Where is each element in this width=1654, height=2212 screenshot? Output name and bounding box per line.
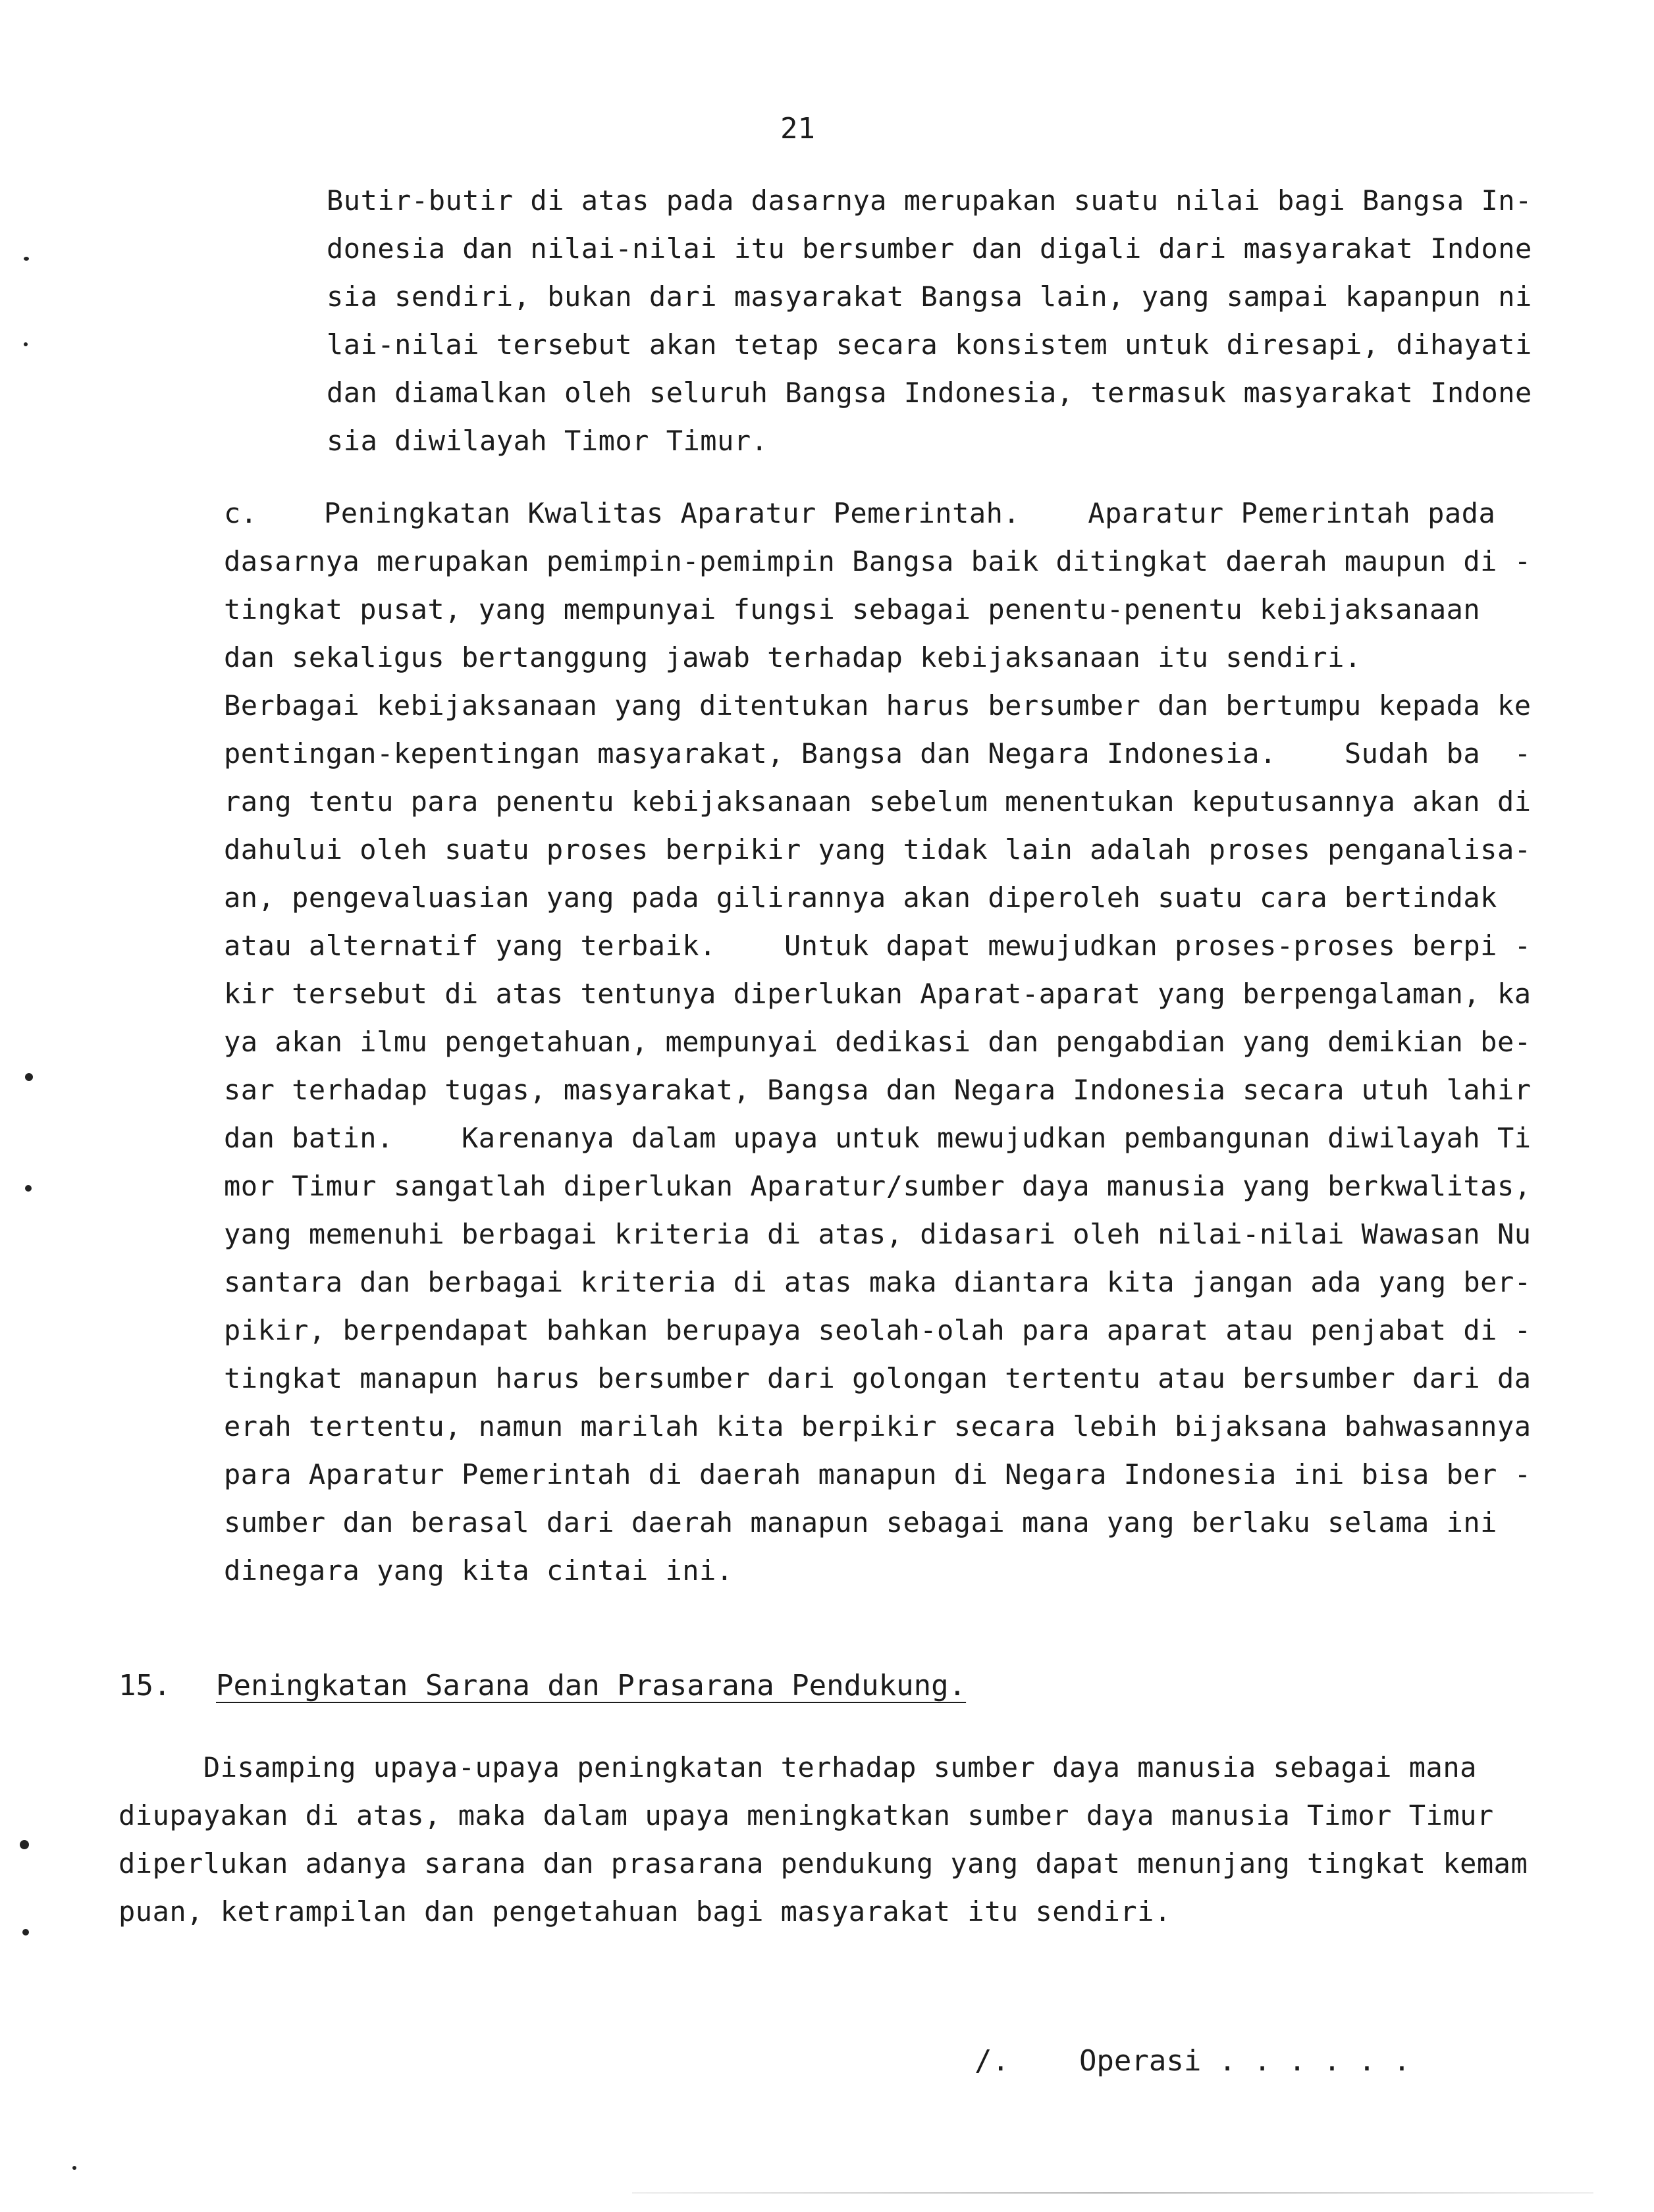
paragraph-line: puan, ketrampilan dan pengetahuan bagi masyarakat itu sendiri. xyxy=(119,1895,1171,1928)
scan-speck xyxy=(24,342,28,346)
paragraph-line: santara dan berbagai kriteria di atas maka diantara kita jangan ada yang ber- xyxy=(224,1266,1532,1298)
paragraph-line: dahului oleh suatu proses berpikir yang tidak lain adalah proses penganalisa- xyxy=(224,833,1532,866)
scan-speck xyxy=(22,1929,29,1936)
paragraph-line: Peningkatan Kwalitas Aparatur Pemerintah. Aparatur Pemerintah pada xyxy=(324,497,1496,529)
paragraph-line: an, pengevaluasian yang pada gilirannya akan diperoleh suatu cara bertindak xyxy=(224,882,1497,914)
scan-edge-line xyxy=(632,2192,1593,2194)
paragraph-line: dan batin. Karenanya dalam upaya untuk mewujudkan pembangunan diwilayah Ti xyxy=(224,1122,1532,1154)
paragraph-line: diupayakan di atas, maka dalam upaya meningkatkan sumber daya manusia Timor Timur xyxy=(119,1799,1494,1831)
paragraph-line: tingkat pusat, yang mempunyai fungsi sebagai penentu-penentu kebijaksanaan xyxy=(224,593,1481,625)
paragraph-line: tingkat manapun harus bersumber dari golongan tertentu atau bersumber dari da xyxy=(224,1362,1532,1394)
paragraph-line: dan diamalkan oleh seluruh Bangsa Indonesia, termasuk masyarakat Indone xyxy=(327,377,1532,409)
section-number: 15. xyxy=(119,1669,171,1702)
paragraph-line: dasarnya merupakan pemimpin-pemimpin Bangsa baik ditingkat daerah maupun di - xyxy=(224,545,1532,577)
section-title: Peningkatan Sarana dan Prasarana Pendukung. xyxy=(216,1669,967,1702)
paragraph-line: donesia dan nilai-nilai itu bersumber dan digali dari masyarakat Indone xyxy=(327,232,1532,265)
continuation-footer: /. Operasi . . . . . . xyxy=(974,2044,1411,2078)
paragraph-line: yang memenuhi berbagai kriteria di atas, didasari oleh nilai-nilai Wawasan Nu xyxy=(224,1218,1532,1250)
scan-speck xyxy=(25,1185,32,1192)
paragraph-line: sia sendiri, bukan dari masyarakat Bangsa lain, yang sampai kapanpun ni xyxy=(327,280,1532,313)
paragraph-line: Butir-butir di atas pada dasarnya merupakan suatu nilai bagi Bangsa In- xyxy=(327,184,1532,217)
paragraph-line: sia diwilayah Timor Timur. xyxy=(327,425,768,457)
paragraph-line: dinegara yang kita cintai ini. xyxy=(224,1554,734,1587)
scan-speck xyxy=(25,1073,33,1081)
paragraph-line: Berbagai kebijaksanaan yang ditentukan harus bersumber dan bertumpu kepada ke xyxy=(224,689,1532,722)
paragraph-line: rang tentu para penentu kebijaksanaan sebelum menentukan keputusannya akan di xyxy=(224,785,1532,818)
page-number: 21 xyxy=(780,112,815,145)
scan-speck xyxy=(20,1840,29,1849)
paragraph-line: kir tersebut di atas tentunya diperlukan Aparat-aparat yang berpengalaman, ka xyxy=(224,978,1532,1010)
paragraph-line: sumber dan berasal dari daerah manapun sebagai mana yang berlaku selama ini xyxy=(224,1506,1497,1539)
scan-speck xyxy=(24,257,29,261)
paragraph-line: erah tertentu, namun marilah kita berpikir secara lebih bijaksana bahwasannya xyxy=(224,1410,1532,1442)
paragraph-line: diperlukan adanya sarana dan prasarana pendukung yang dapat menunjang tingkat kemam xyxy=(119,1847,1528,1880)
paragraph-line: lai-nilai tersebut akan tetap secara konsistem untuk diresapi, dihayati xyxy=(327,329,1532,361)
paragraph-line: dan sekaligus bertanggung jawab terhadap kebijaksanaan itu sendiri. xyxy=(224,641,1362,673)
paragraph-line: ya akan ilmu pengetahuan, mempunyai dedikasi dan pengabdian yang demikian be- xyxy=(224,1026,1532,1058)
paragraph-line: mor Timur sangatlah diperlukan Aparatur/sumber daya manusia yang berkwalitas, xyxy=(224,1170,1532,1202)
scan-speck xyxy=(72,2166,76,2170)
item-c-label: c. xyxy=(224,497,257,529)
paragraph-line: sar terhadap tugas, masyarakat, Bangsa dan Negara Indonesia secara utuh lahir xyxy=(224,1074,1532,1106)
paragraph-line: Disamping upaya-upaya peningkatan terhadap sumber daya manusia sebagai mana xyxy=(119,1751,1477,1783)
paragraph-line: para Aparatur Pemerintah di daerah manapun di Negara Indonesia ini bisa ber - xyxy=(224,1458,1532,1490)
paragraph-line: pentingan-kepentingan masyarakat, Bangsa dan Negara Indonesia. Sudah ba - xyxy=(224,737,1532,770)
paragraph-line: pikir, berpendapat bahkan berupaya seolah-olah para aparat atau penjabat di - xyxy=(224,1314,1532,1346)
paragraph-line: atau alternatif yang terbaik. Untuk dapat mewujudkan proses-proses berpi - xyxy=(224,930,1532,962)
